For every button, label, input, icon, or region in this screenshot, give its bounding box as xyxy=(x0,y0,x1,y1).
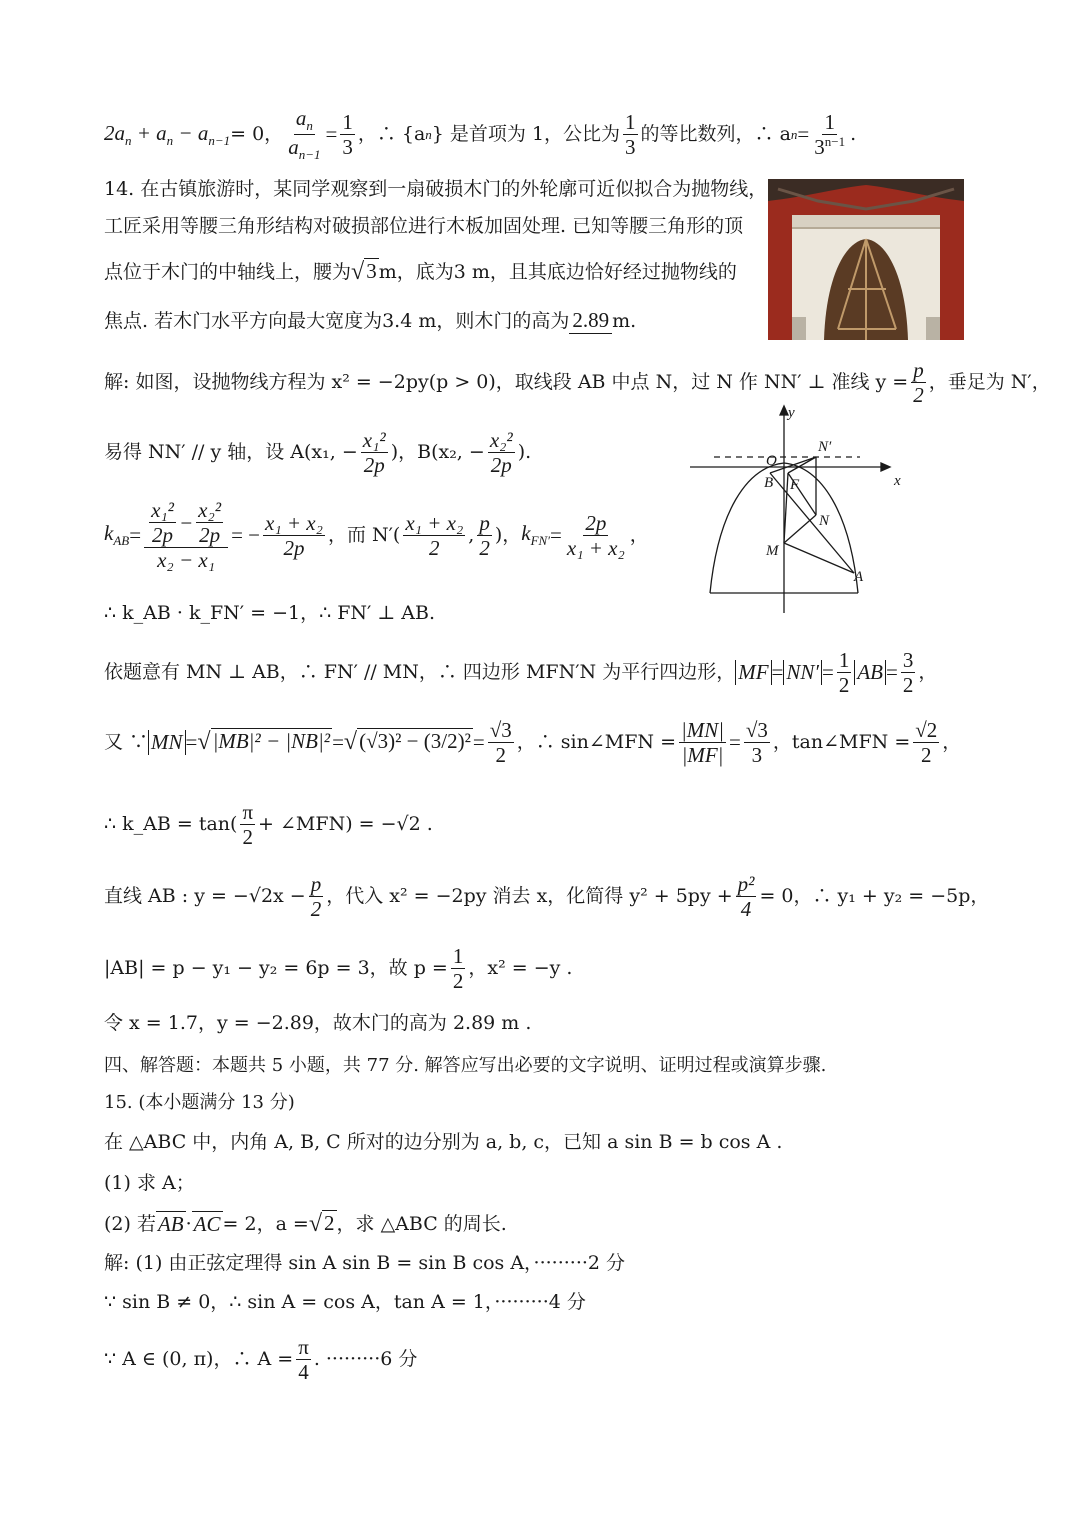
text: = xyxy=(129,522,142,547)
text: ，tan∠MFN = xyxy=(772,731,911,754)
text: 点位于木门的中轴线上，腰为 xyxy=(104,261,352,283)
segment-mn xyxy=(784,515,816,543)
numerator: 1 xyxy=(838,648,850,672)
numerator: x₁² xyxy=(151,498,174,522)
denominator: |MF| xyxy=(681,743,724,768)
text: = xyxy=(325,121,338,146)
text: ，∴ {a xyxy=(357,123,426,146)
numerator: √3 xyxy=(489,718,512,742)
nprime-x-fraction xyxy=(403,511,465,560)
parabola-figure xyxy=(688,403,914,613)
label-a: A xyxy=(854,569,864,585)
label-nprime: N′ xyxy=(818,439,832,455)
denominator: 2 xyxy=(452,969,464,994)
p-over-2-line-fraction xyxy=(309,872,324,921)
numerator: x₂² xyxy=(489,428,513,452)
pi-over-2-fraction xyxy=(240,800,255,849)
solution-15-line-1 xyxy=(104,1252,625,1275)
text: 令 x = 1.7，y = −2.89，故木门的高为 2.89 m . xyxy=(104,1012,532,1034)
text: 14. 在古镇旅游时，某同学观察到一扇破损木门的外轮廓可近似拟合为抛物线， xyxy=(104,178,768,200)
text: ， xyxy=(629,523,649,546)
text: · xyxy=(185,1213,192,1235)
text: m. xyxy=(612,309,637,332)
label-m: M xyxy=(766,543,779,559)
text: ，代入 x² = −2py 消去 x，化简得 y² + 5py + xyxy=(326,885,733,908)
parabola-diagram xyxy=(688,403,914,613)
subscript: n xyxy=(425,126,432,142)
text: . xyxy=(850,123,857,146)
problem-14-line-4 xyxy=(104,308,636,334)
numerator: x₁ + x₂ xyxy=(405,510,464,535)
pi-over-4-fraction xyxy=(296,1335,311,1384)
denominator: x₁ + x₂ xyxy=(566,535,625,560)
radicand: (√3)² − (3/2)² xyxy=(357,728,473,757)
text: } 是首项为 1，公比为 xyxy=(431,123,621,146)
radicand: 2 xyxy=(322,1210,337,1239)
problem-14-line-1 xyxy=(104,178,767,201)
y-axis-arrow xyxy=(780,406,788,415)
text: , xyxy=(468,523,475,546)
label-x: x xyxy=(894,473,901,489)
numerator: π xyxy=(298,1335,309,1359)
subscript: n xyxy=(125,132,132,148)
wooden-door-photo xyxy=(768,179,964,340)
solution-14-line-7 xyxy=(104,800,433,849)
denominator: 2 xyxy=(479,535,490,560)
numerator: p² xyxy=(737,872,755,896)
label-y: y xyxy=(788,405,795,421)
denominator: 3 xyxy=(751,743,763,768)
x-axis-arrow xyxy=(881,463,890,471)
text: = xyxy=(771,660,784,685)
denominator: 2p xyxy=(152,523,174,548)
abs-nnprime: NN′ xyxy=(783,660,822,685)
problem-14-line-2 xyxy=(104,215,743,238)
numerator: p xyxy=(913,358,924,382)
numerator: 2p xyxy=(585,510,607,535)
sqrt3-over-2-fraction xyxy=(488,718,514,767)
x1-sq-fraction xyxy=(361,428,388,477)
superscript: n−1 xyxy=(824,133,846,149)
text: = 0，∴ y₁ + y₂ = −5p， xyxy=(759,885,990,908)
ratio-third-fraction xyxy=(623,110,638,159)
solution-14-line-2 xyxy=(104,428,531,477)
denominator: 2 xyxy=(913,383,924,408)
text: = xyxy=(472,730,485,755)
solution-14-line-1 xyxy=(104,358,1051,407)
abs-ab: AB xyxy=(854,660,886,685)
text: 焦点. 若木门水平方向最大宽度为3.4 m，则木门的高为 xyxy=(104,309,570,332)
abs-mf: MF xyxy=(735,660,771,685)
text: = xyxy=(332,730,344,755)
numerator: 1 xyxy=(342,109,353,134)
problem-15-stem xyxy=(104,1131,782,1154)
subscript: n xyxy=(790,126,798,142)
text: )， xyxy=(494,523,522,546)
three-halves-fraction xyxy=(901,648,916,697)
sqrt-2: √ 2 xyxy=(308,1211,335,1237)
text: = xyxy=(885,660,898,685)
text: 15. (本小题满分 13 分) xyxy=(104,1092,295,1113)
label-n: N xyxy=(819,513,830,529)
text: 解: (1) 由正弦定理得 sin A sin B = sin B cos A，·········2 分 xyxy=(104,1252,626,1274)
text: 直线 AB : y = −√2x − xyxy=(104,885,306,908)
text: . ·········6 分 xyxy=(313,1348,418,1371)
subscript: n xyxy=(306,118,313,133)
numerator: √3 xyxy=(745,718,768,742)
slope-num-2 xyxy=(196,498,223,547)
segment-ma xyxy=(784,543,854,573)
text: 解: 如图，设抛物线方程为 x² = −2py(p > 0)，取线段 AB 中点 N，过 N 作 NN′ ⊥ 准线 y = xyxy=(104,371,909,394)
text: = xyxy=(797,121,810,146)
text: ，求 △ABC 的周长. xyxy=(336,1213,507,1235)
sin-fraction xyxy=(679,718,726,767)
denominator: 2 xyxy=(242,825,253,850)
problem-15-q1 xyxy=(104,1172,195,1195)
numerator: 3 xyxy=(902,648,914,672)
slope-fraction xyxy=(144,498,228,572)
denominator: 2p xyxy=(490,453,512,478)
section-4-heading xyxy=(104,1055,826,1077)
text: = − xyxy=(231,522,261,547)
kfn-fraction xyxy=(565,511,627,560)
p-over-2-fraction xyxy=(911,358,926,407)
numerator: x₁ + x₂ xyxy=(265,510,323,535)
label-o: O xyxy=(766,453,777,469)
problem-15-q2 xyxy=(104,1210,507,1239)
solution-14-line-6 xyxy=(104,718,961,767)
segment-ba xyxy=(770,473,854,573)
numerator: 1 xyxy=(625,109,636,134)
text: ，∴ sin∠MFN = xyxy=(516,731,676,754)
solution-14-line-10 xyxy=(104,1012,531,1035)
answer-blank: 2.89 xyxy=(569,308,612,334)
subscript: AB xyxy=(113,533,130,549)
text: 工匠采用等腰三角形结构对破损部位进行木板加固处理. 已知等腰三角形的顶 xyxy=(104,215,744,237)
slope-num-1 xyxy=(149,498,176,547)
subscript: n−1 xyxy=(298,146,321,162)
abs-mn: MN xyxy=(148,730,186,755)
denominator: 3 xyxy=(342,134,353,159)
subscript: FN′ xyxy=(530,533,551,549)
radicand: |MB|² − |NB|² xyxy=(211,728,333,757)
text: k xyxy=(521,521,531,546)
denominator: 4 xyxy=(740,897,752,922)
text: ∴ k_AB · k_FN′ = −1，∴ FN′ ⊥ AB. xyxy=(104,602,436,624)
half-p-fraction xyxy=(451,944,466,993)
solution-14-line-8 xyxy=(104,872,989,921)
text: 2a xyxy=(104,120,125,145)
label-b: B xyxy=(764,475,774,491)
denominator: 2 xyxy=(429,535,440,560)
text: ，而 N′( xyxy=(327,523,401,546)
text: ). xyxy=(517,441,532,464)
vector-ac: AC xyxy=(193,1212,221,1237)
text: a xyxy=(288,134,299,159)
text: k xyxy=(104,521,114,546)
numerator: π xyxy=(242,800,254,824)
p-sq-over-4-fraction xyxy=(736,872,757,921)
subscript: n xyxy=(166,132,174,148)
text: ，x² = −y . xyxy=(468,957,573,980)
denominator: 2 xyxy=(495,743,506,768)
text: + ∠MFN) = −√2 . xyxy=(258,813,433,836)
text: ∵ sin B ≠ 0，∴ sin A = cos A，tan A = 1，·········4 分 xyxy=(104,1291,586,1313)
denominator: x₂ − x₁ xyxy=(157,548,216,573)
text: ∴ k_AB = tan( xyxy=(104,813,238,836)
denominator: 3 xyxy=(625,134,636,159)
denominator: 2 xyxy=(921,743,932,768)
numerator: 1 xyxy=(824,109,835,134)
text: 易得 NN′ // y 轴，设 A(x₁, − xyxy=(104,441,358,464)
text: = 2，a = xyxy=(222,1213,309,1235)
half-fraction xyxy=(837,648,852,697)
numerator: p xyxy=(479,510,490,535)
denominator: 2p xyxy=(199,523,221,548)
text: = 0， xyxy=(230,123,284,146)
text: − xyxy=(178,510,194,535)
radicand: 3 xyxy=(364,258,379,287)
door-illustration xyxy=(768,179,964,340)
numerator: 1 xyxy=(452,944,464,968)
text: − a xyxy=(173,120,209,145)
numerator: x₂² xyxy=(198,498,222,522)
text: |AB| = p − y₁ − y₂ = 6p = 3，故 p = xyxy=(104,957,448,980)
sqrt2-over-2-fraction xyxy=(913,718,939,767)
numerator: √2 xyxy=(915,718,938,742)
subscript: n−1 xyxy=(208,132,231,148)
problem-15-heading xyxy=(104,1092,295,1114)
text: ， xyxy=(942,731,962,754)
denominator: 2p xyxy=(363,453,385,478)
numerator: x₁² xyxy=(362,428,386,452)
text: 3 xyxy=(814,134,825,159)
text: (2) 若 xyxy=(104,1213,156,1235)
nprime-y-fraction xyxy=(477,511,492,560)
denominator: 2p xyxy=(283,535,305,560)
text: 四、解答题：本题共 5 小题，共 77 分. 解答应写出必要的文字说明、证明过程或演算步骤. xyxy=(104,1055,827,1076)
denominator: 2 xyxy=(310,897,322,922)
solution-14-line-9 xyxy=(104,944,572,993)
numerator: |MN| xyxy=(681,718,725,742)
text: 依题意有 MN ⊥ AB，∴ FN′ // MN，∴ 四边形 MFN′N 为平行四边形， xyxy=(104,661,736,684)
x2-sq-fraction xyxy=(488,428,515,477)
text: + a xyxy=(131,120,167,145)
solution-15-line-3 xyxy=(104,1335,417,1384)
text: 在 △ABC 中，内角 A, B, C 所对的边分别为 a, b, c，已知 a sin B = b cos A . xyxy=(104,1131,783,1153)
problem-14-line-3 xyxy=(104,258,737,287)
label-f: F xyxy=(790,477,800,493)
solution-14-line-5 xyxy=(104,648,937,697)
slope-simplified-fraction xyxy=(263,511,325,560)
sqrt3-over-3-fraction xyxy=(744,718,770,767)
numerator: p xyxy=(310,872,322,896)
sqrt-numeric: √ (√3)² − (3/2)² xyxy=(343,729,471,756)
solution-15-line-2 xyxy=(104,1291,586,1314)
text: ∵ A ∈ (0, π)，∴ A = xyxy=(104,1348,294,1371)
an-fraction xyxy=(812,110,847,159)
text: 又 ∵ xyxy=(104,731,149,754)
denominator: 4 xyxy=(298,1360,309,1385)
text: 的等比数列，∴ a xyxy=(640,123,791,146)
text: = xyxy=(185,730,198,755)
text: ， xyxy=(918,661,938,684)
one-third-fraction xyxy=(340,110,355,159)
denominator: 2 xyxy=(838,673,850,698)
text: = xyxy=(729,730,741,755)
text: )，B(x₂, − xyxy=(390,441,485,464)
solution-14-line-4 xyxy=(104,602,435,625)
vector-ab: AB xyxy=(157,1212,184,1237)
text: a xyxy=(295,106,307,130)
denominator: 2 xyxy=(902,673,914,698)
ratio-fraction xyxy=(286,106,322,163)
text: (1) 求 A； xyxy=(104,1172,195,1194)
solution-14-line-3 xyxy=(104,498,649,572)
text: m，底为3 m，且其底边恰好经过抛物线的 xyxy=(378,261,737,283)
text: = xyxy=(550,522,562,547)
sqrt-mb-nb: √ |MB|² − |NB|² xyxy=(197,729,331,756)
text: = xyxy=(821,660,834,685)
text: ，垂足为 N′， xyxy=(928,371,1051,394)
sqrt-3: √ 3 xyxy=(351,259,377,285)
recurrence-line xyxy=(104,106,856,163)
